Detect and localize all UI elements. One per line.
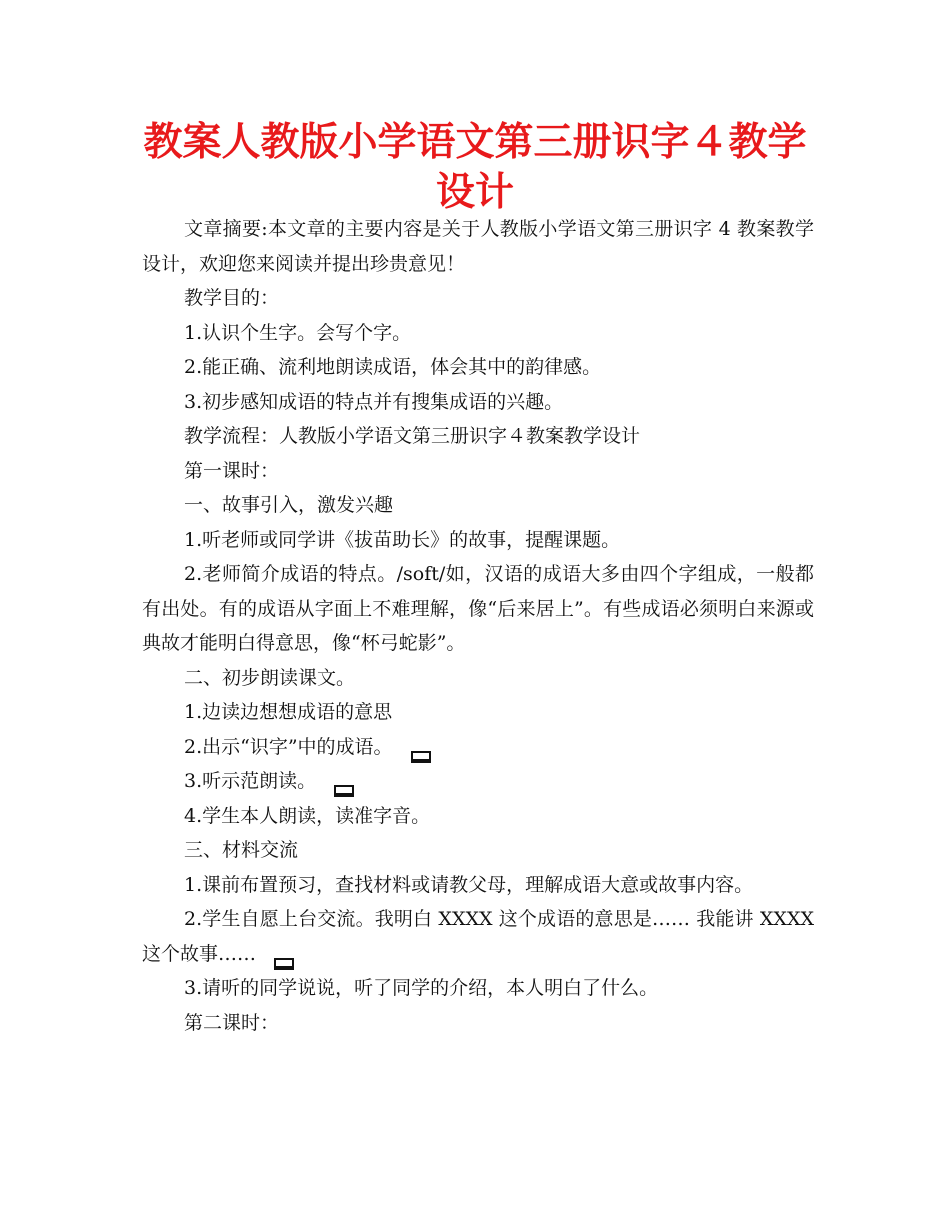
placeholder-mark-icon [274, 958, 294, 966]
document-title: 教案人教版小学语文第三册识字４教学设计 [143, 120, 807, 215]
placeholder-mark-icon [411, 751, 431, 759]
paragraph-section-two: 二、初步朗读课文。 [184, 666, 356, 689]
paragraph-step-3-2-row [142, 902, 814, 971]
paragraph-step-2-2: 2.出示“识字”中的成语。 [184, 735, 393, 758]
paragraph-lesson-two: 第二课时： [184, 1011, 280, 1034]
paragraph-teaching-process: 教学流程：人教版小学语文第三册识字４教案教学设计 [184, 425, 641, 447]
paragraph-step-1-2: 2.老师简介成语的特点。/soft/如，汉语的成语大多由四个字组成，一般都有出处。有的成语从字面上不难理解，像“后来居上”。有些成语必须明白来源或典故才能明白得意思，像“杯弓蛇影”。 [142, 563, 814, 654]
paragraph-goal-3: 3.初步感知成语的特点并有搜集成语的兴趣。 [184, 390, 564, 413]
paragraph-step-2-3-row [142, 764, 814, 799]
paragraph-goal-1: 1.认识个生字。会写个字。 [184, 321, 412, 344]
paragraph-step-3-2: 2.学生自愿上台交流。我明白 XXXX 这个成语的意思是…… 我能讲 XXXX 这个故事…… [142, 908, 814, 965]
paragraph-step-3-3: 3.请听的同学说说，听了同学的介绍，本人明白了什么。 [184, 977, 659, 999]
paragraph-teaching-goals: 教学目的： [184, 287, 280, 309]
paragraph-step-2-1: 1.边读边想想成语的意思 [184, 701, 393, 723]
paragraph-step-3-1: 1.课前布置预习，查找材料或请教父母，理解成语大意或故事内容。 [184, 873, 754, 896]
document-body [142, 212, 814, 1040]
paragraph-step-2-3: 3.听示范朗读。 [184, 770, 317, 792]
paragraph-step-2-4: 4.学生本人朗读，读准字音。 [184, 804, 431, 827]
paragraph-step-2-2-row [142, 730, 814, 765]
paragraph-step-1-1: 1.听老师或同学讲《拔苗助长》的故事，提醒课题。 [184, 528, 621, 551]
paragraph-section-one: 一、故事引入，激发兴趣 [184, 494, 394, 516]
placeholder-mark-icon [334, 785, 354, 793]
paragraph-abstract: 文章摘要:本文章的主要内容是关于人教版小学语文第三册识字 4 教案教学设计，欢迎您来阅读并提出珍贵意见！ [142, 218, 814, 275]
paragraph-lesson-one: 第一课时： [184, 459, 280, 482]
paragraph-goal-2: 2.能正确、流利地朗读成语，体会其中的韵律感。 [184, 356, 602, 378]
paragraph-section-three: 三、材料交流 [184, 839, 299, 861]
